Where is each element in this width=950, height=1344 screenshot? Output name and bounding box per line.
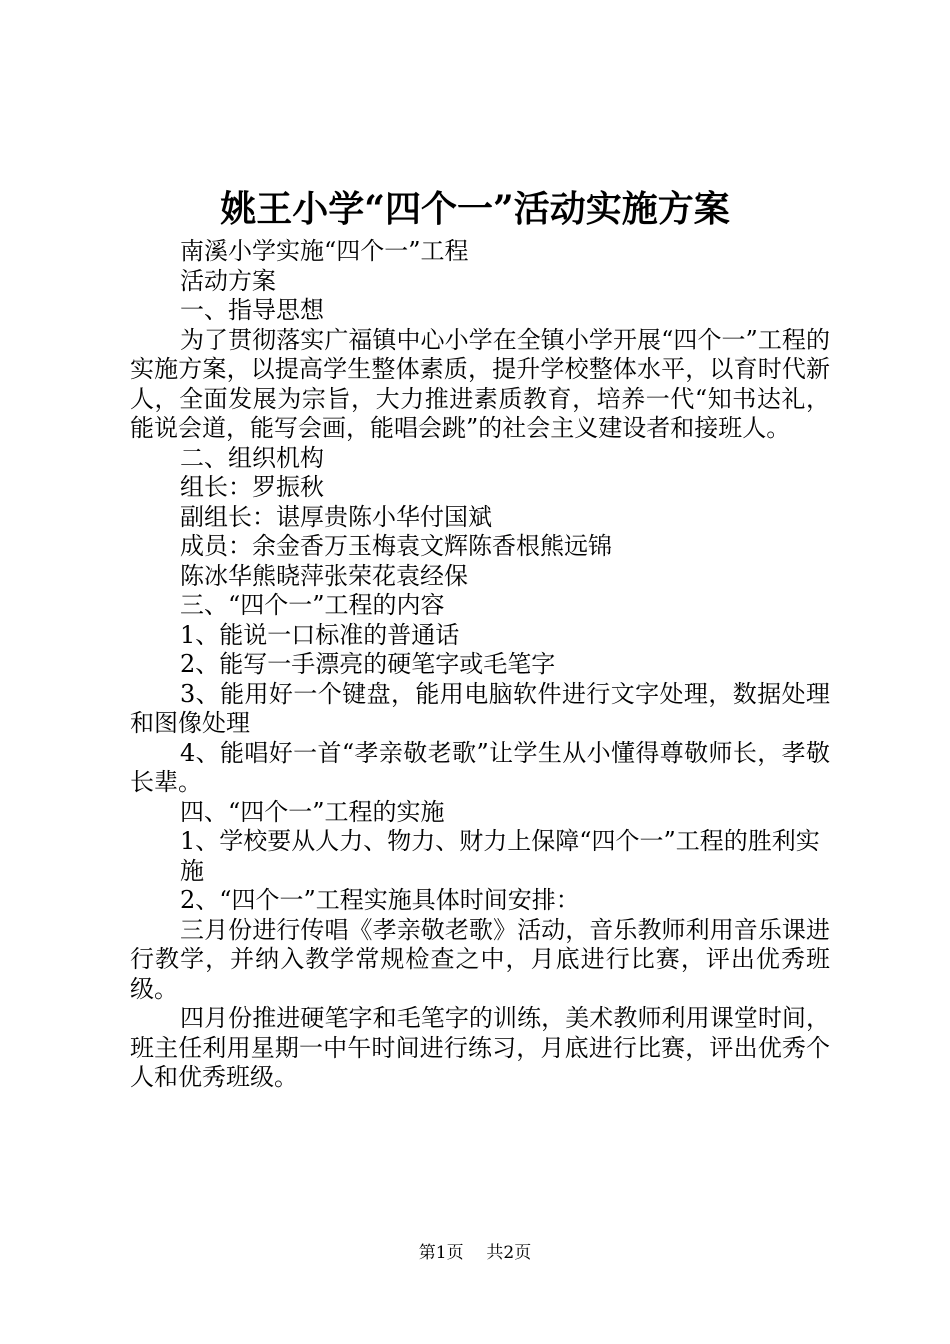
list-item: 2、能写一手漂亮的硬笔字或毛笔字 — [180, 650, 556, 678]
document-title: 姚王小学“四个一”活动实施方案 — [220, 188, 730, 230]
paragraph: 副组长：谌厚贵陈小华付国斌 — [180, 502, 492, 531]
list-item: 4、能唱好一首“孝亲敬老歌”让学生从小懂得尊敬师长，孝敬长辈。 — [130, 738, 830, 796]
paragraph: 活动方案 — [180, 266, 276, 295]
paragraph: 三月份进行传唱《孝亲敬老歌》活动，音乐教师利用音乐课进行教学，并纳入教学常规检查之中，月底进行比赛，评出优秀班级。 — [130, 915, 830, 1003]
section-heading: 一、指导思想 — [180, 296, 324, 324]
section-heading: 四、“四个一”工程的实施 — [180, 797, 445, 826]
paragraph: 成员：余金香万玉梅袁文辉陈香根熊远锦 — [180, 532, 612, 560]
list-item: 1、学校要从人力、物力、财力上保障“四个一”工程的胜利实 — [180, 827, 820, 855]
page-number: 第1页 — [418, 1243, 464, 1263]
paragraph: 组长：罗振秋 — [180, 473, 324, 501]
section-heading: 三、“四个一”工程的内容 — [180, 591, 445, 619]
page-footer — [0, 1242, 950, 1264]
list-item: 1、能说一口标准的普通话 — [180, 620, 460, 649]
page-total: 共2页 — [486, 1243, 532, 1263]
list-item: 2、“四个一”工程实施具体时间安排： — [180, 886, 580, 914]
paragraph: 南溪小学实施“四个一”工程 — [180, 237, 469, 265]
list-item: 3、能用好一个键盘，能用电脑软件进行文字处理，数据处理和图像处理 — [130, 679, 830, 737]
section-heading: 二、组织机构 — [180, 443, 324, 472]
paragraph: 四月份推进硬笔字和毛笔字的训练，美术教师利用课堂时间，班主任利用星期一中午时间进行练习，月底进行比赛，评出优秀个人和优秀班级。 — [130, 1004, 830, 1091]
paragraph: 施 — [180, 856, 204, 885]
document-body — [130, 237, 830, 1093]
paragraph: 陈冰华熊晓萍张荣花袁经保 — [180, 561, 468, 590]
paragraph: 为了贯彻落实广福镇中心小学在全镇小学开展“四个一”工程的实施方案，以提高学生整体素质，提升学校整体水平，以育时代新人，全面发展为宗旨，大力推进素质教育，培养一代“知书达礼，能说会道，能写会画，能唱会跳”的社会主义建设者和接班人。 — [130, 325, 830, 442]
